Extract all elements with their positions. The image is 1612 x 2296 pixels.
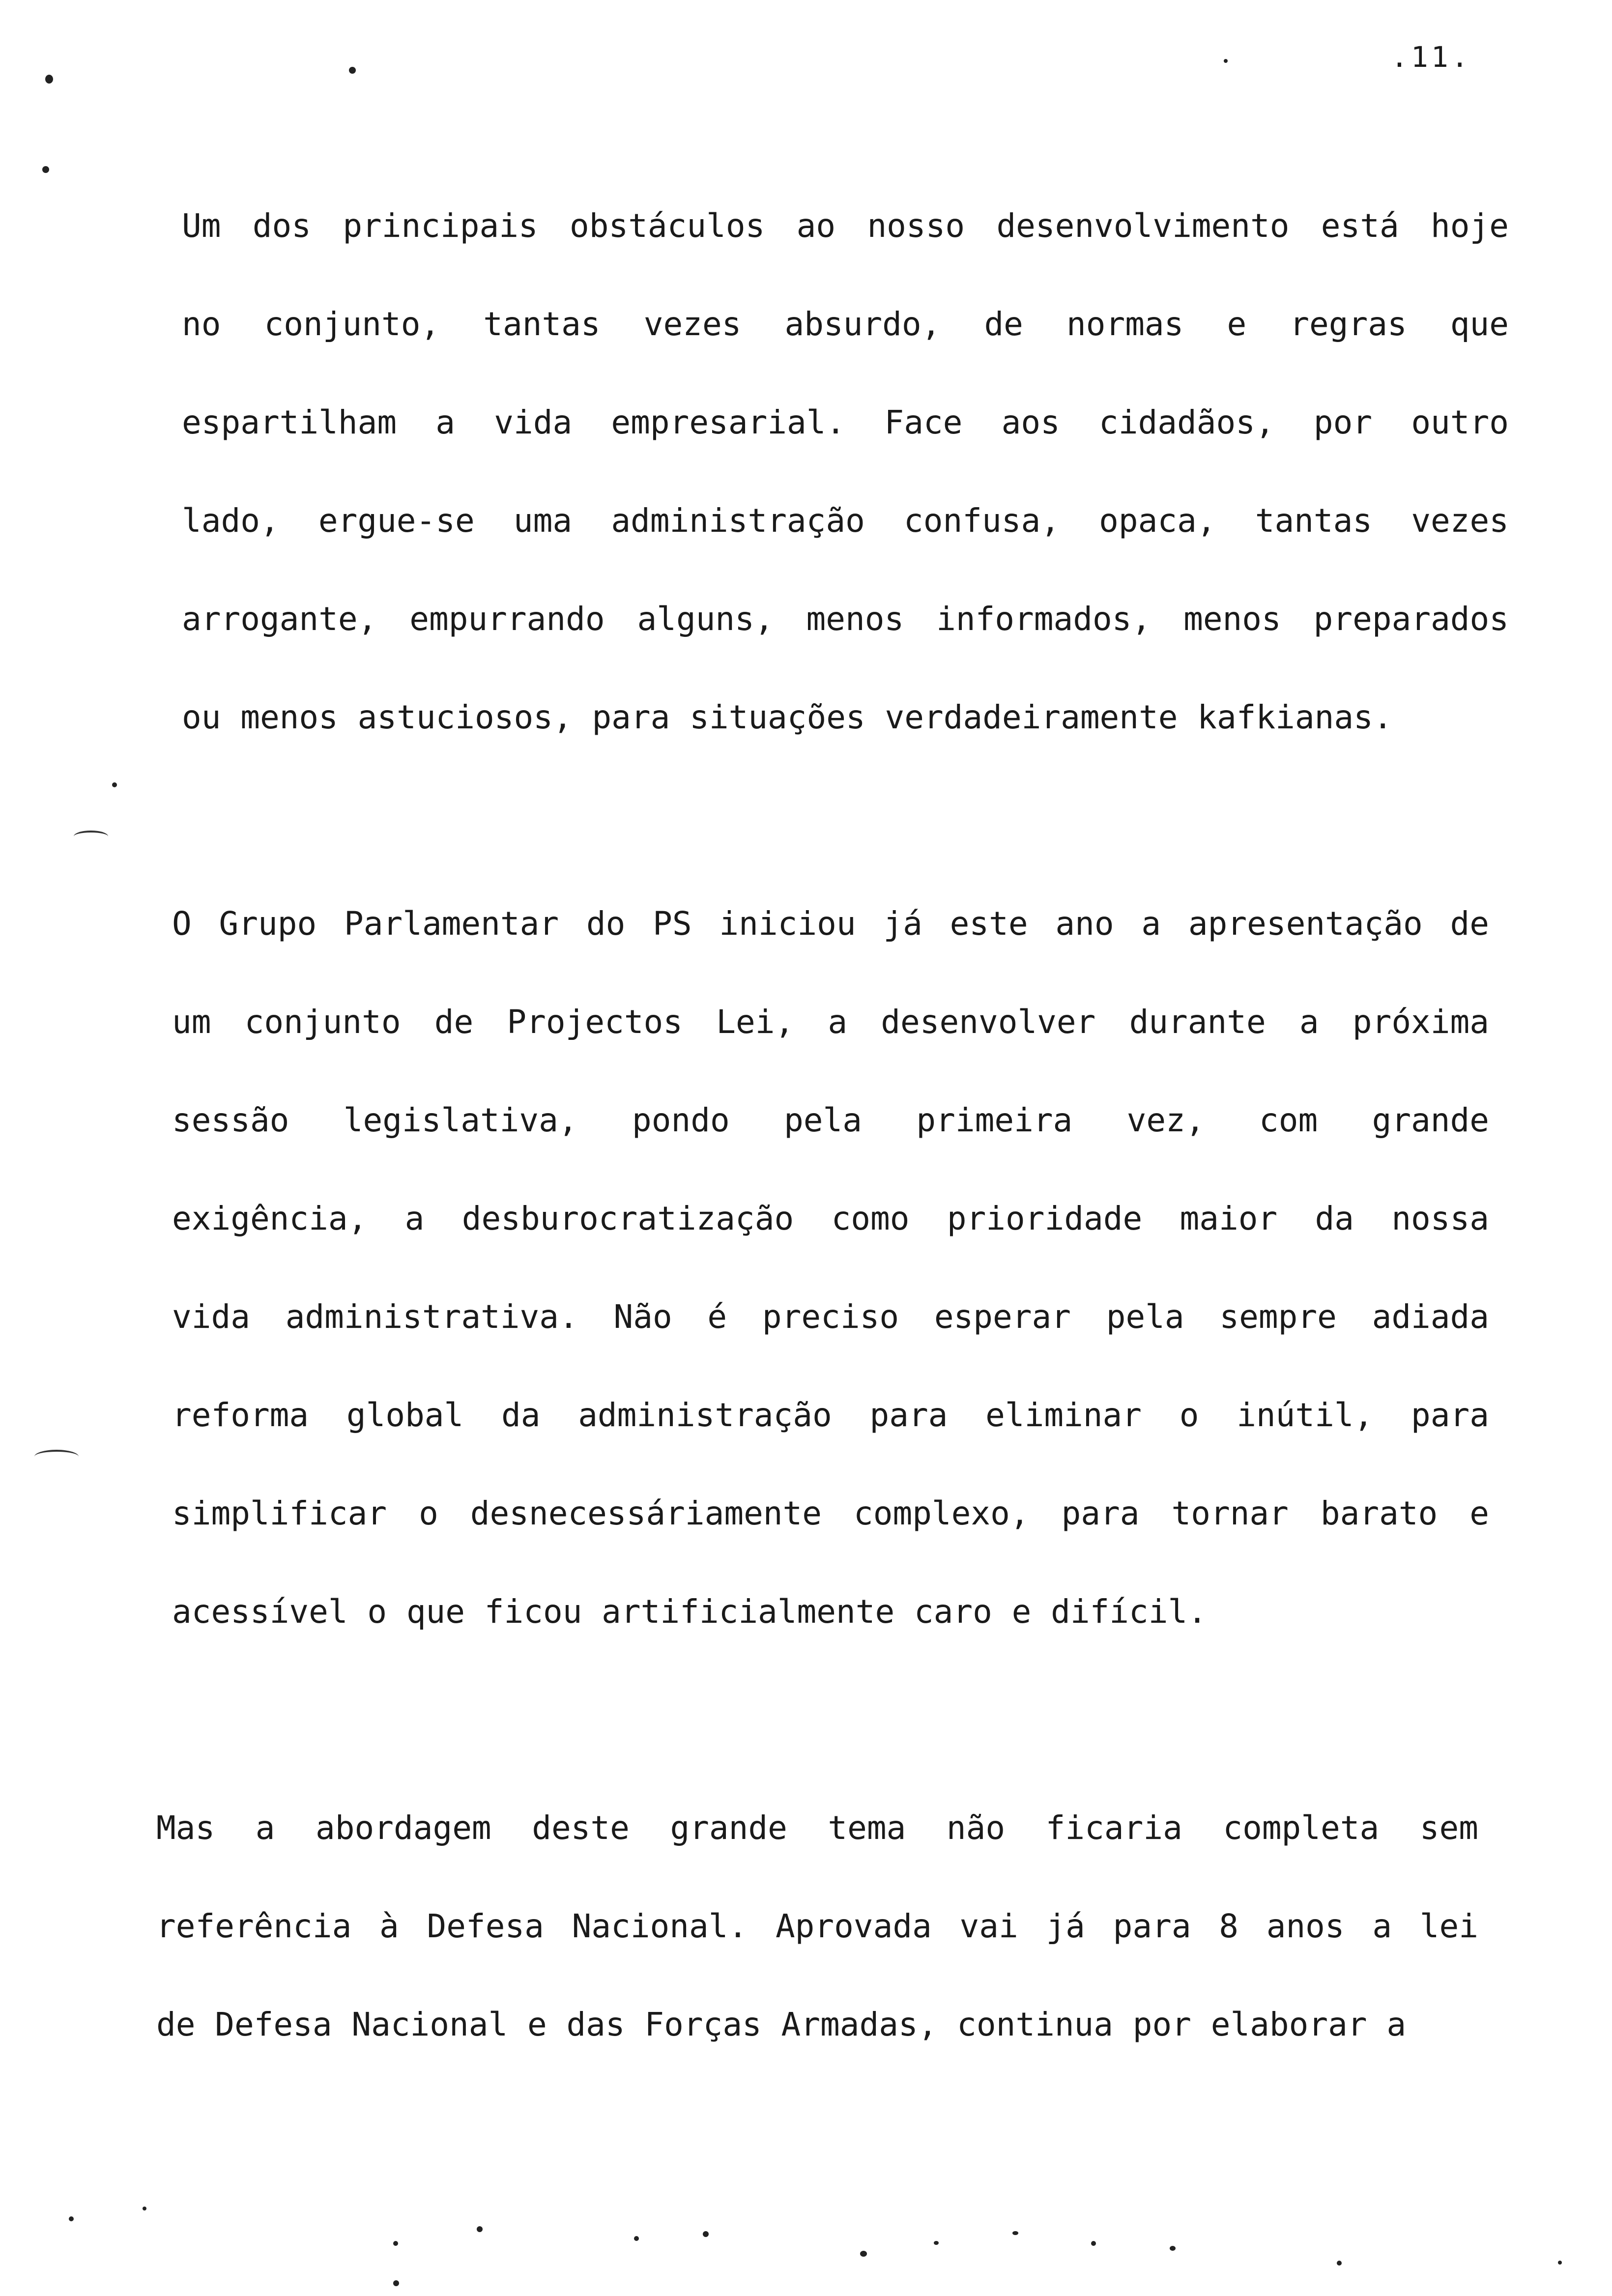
paragraph-parliamentary-group [172, 875, 1489, 1661]
scan-speck [934, 2241, 939, 2245]
text-line: Um dos principais obstáculos ao nosso desenvolvimento está hoje [182, 207, 1509, 245]
scan-speck [112, 782, 117, 787]
scan-speck [393, 2280, 399, 2286]
scan-speck [634, 2236, 639, 2241]
page-number: .11. [1391, 40, 1471, 74]
paragraph-bureaucracy [182, 177, 1509, 767]
text-line: O Grupo Parlamentar do PS iniciou já este ano a apresentação de [172, 905, 1489, 943]
text-line: simplificar o desnecessáriamente complexo, para tornar barato e [172, 1494, 1489, 1532]
scan-speck [349, 67, 356, 74]
scan-speck [703, 2231, 709, 2237]
scan-speck [1558, 2261, 1562, 2265]
text-line: referência à Defesa Nacional. Aprovada vai já para 8 anos a lei [156, 1907, 1478, 1945]
scan-speck [393, 2241, 398, 2246]
text-line: exigência, a desburocratização como prioridade maior da nossa [172, 1200, 1489, 1237]
text-line: um conjunto de Projectos Lei, a desenvolver durante a próxima [172, 1003, 1489, 1041]
scan-speck [1170, 2246, 1176, 2251]
text-line: Mas a abordagem deste grande tema não ficaria completa sem [156, 1809, 1478, 1847]
scan-mark [74, 831, 108, 842]
scan-speck [477, 2226, 483, 2232]
scan-speck [45, 75, 53, 84]
text-line: sessão legislativa, pondo pela primeira vez, com grande [172, 1101, 1489, 1139]
text-line: reforma global da administração para eliminar o inútil, para [172, 1396, 1489, 1434]
text-line: ou menos astuciosos, para situações verdadeiramente kafkianas. [182, 698, 1393, 736]
text-line: no conjunto, tantas vezes absurdo, de normas e regras que [182, 305, 1509, 343]
scan-speck [860, 2251, 867, 2257]
text-line: lado, ergue-se uma administração confusa, opaca, tantas vezes [182, 502, 1509, 540]
scan-mark [34, 1450, 79, 1464]
scan-speck [42, 166, 49, 173]
scan-speck [1337, 2261, 1342, 2266]
scan-speck [69, 2216, 74, 2221]
scan-speck [1224, 59, 1228, 63]
text-line: vida administrativa. Não é preciso esperar pela sempre adiada [172, 1298, 1489, 1336]
scan-speck [1012, 2231, 1018, 2235]
text-line: espartilham a vida empresarial. Face aos cidadãos, por outro [182, 403, 1509, 441]
text-line: de Defesa Nacional e das Forças Armadas, continua por elaborar a [156, 2006, 1407, 2043]
scan-speck [1091, 2241, 1096, 2246]
text-line: arrogante, empurrando alguns, menos informados, menos preparados [182, 600, 1509, 638]
scan-speck [143, 2207, 146, 2210]
text-line: acessível o que ficou artificialmente caro e difícil. [172, 1593, 1207, 1631]
paragraph-national-defense [156, 1779, 1478, 2074]
